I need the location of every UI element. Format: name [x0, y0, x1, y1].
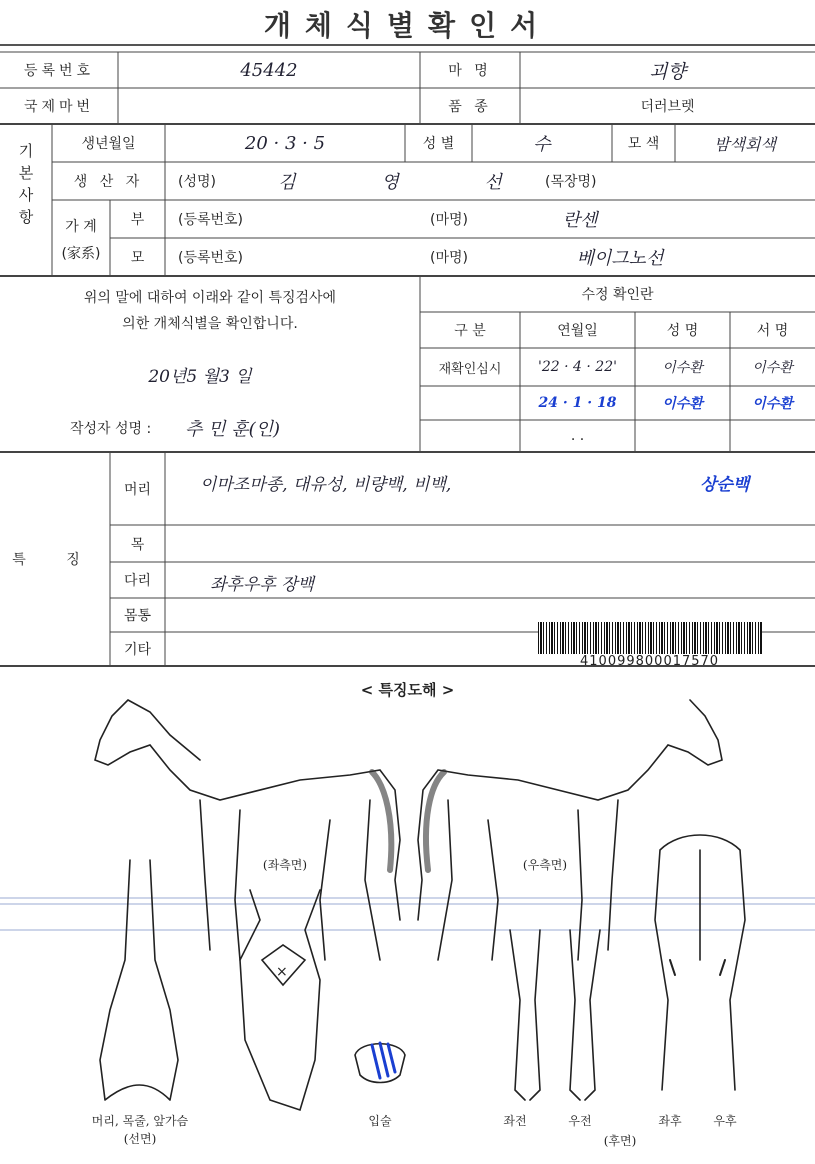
intl-number-label: 국제마번	[23, 99, 95, 115]
lineage-hanja: (家系)	[61, 246, 101, 262]
feature-legs-label: 다리	[123, 573, 152, 589]
revision-header-kind: 구 분	[454, 323, 486, 339]
revision-title: 수정 확인란	[581, 287, 654, 303]
revision-header-sign: 서 명	[756, 323, 789, 339]
basic-label-char: 사	[18, 186, 34, 204]
breed-label: 품 종	[448, 99, 492, 115]
caption-front-parts: 머리, 목줄, 앞가슴	[91, 1114, 189, 1128]
coat-color-value: 밤색회색	[714, 134, 776, 154]
horse-name-value: 괴향	[649, 60, 686, 83]
lineage-label: 가 계	[65, 219, 97, 235]
basic-label-char: 본	[18, 164, 34, 182]
head-front-outline	[240, 890, 320, 1110]
features-label: 특 징	[12, 552, 98, 568]
caption-left-side: (좌측면)	[262, 858, 308, 872]
revision-row1-sign: 이수환	[752, 360, 793, 376]
caption-right-front: 우전	[568, 1114, 592, 1128]
caption-right-side: (우측면)	[522, 858, 568, 872]
front-legs-outline	[510, 930, 600, 1100]
rear-legs-outline	[655, 835, 745, 1090]
basic-label-char: 기	[18, 142, 34, 160]
reg-number-label: 등록번호	[23, 63, 95, 79]
feature-body-label: 몸통	[123, 608, 152, 624]
feature-neck-label: 목	[130, 536, 145, 553]
revision-row3-date: . .	[570, 428, 585, 444]
dam-reg-tag: (등록번호)	[178, 250, 244, 266]
revision-row2-name: 이수환	[662, 396, 703, 412]
revision-header-date: 연월일	[557, 323, 598, 339]
dam-name: 베이그노선	[576, 248, 664, 269]
writer-label: 작성자 성명 :	[70, 421, 152, 437]
coat-color-label: 모 색	[627, 136, 660, 152]
caption-left-hind: 좌후	[658, 1114, 682, 1128]
right-side-horse-outline	[418, 700, 722, 920]
feature-head-label: 머리	[123, 481, 152, 498]
revision-row1-date: '22 · 4 · 22'	[538, 359, 617, 375]
sire-name-tag: (마명)	[430, 212, 468, 228]
horse-name-label: 마 명	[448, 63, 492, 79]
document-title: 개체식별확인서	[263, 9, 552, 42]
revision-row1-name: 이수환	[662, 360, 703, 376]
caption-left-front: 좌전	[503, 1114, 527, 1128]
diagram-title: < 특징도해 >	[360, 680, 455, 699]
caption-right-hind: 우후	[713, 1114, 737, 1128]
sire-label: 부	[130, 212, 145, 228]
revision-row1-kind: 재확인심시	[438, 361, 502, 377]
feature-head-extra: 상순백	[700, 474, 750, 495]
caption-rear-view: (후면)	[603, 1134, 637, 1148]
dam-label: 모	[130, 250, 145, 266]
caption-front-view: (선면)	[123, 1132, 157, 1146]
left-side-horse-outline	[95, 700, 400, 920]
feature-other-label: 기타	[123, 642, 152, 658]
sire-name: 란센	[562, 210, 598, 231]
reg-number-value: 45442	[240, 59, 298, 81]
revision-row2-date: 24 · 1 · 18	[538, 395, 617, 411]
breed-value: 더러브렛	[640, 99, 695, 115]
caption-lips: 입술	[368, 1114, 392, 1128]
svg-text:×: ×	[276, 964, 288, 980]
producer-label: 생 산 자	[73, 174, 144, 190]
cert-text-line1: 위의 말에 대하여 이래와 같이 특징검사에	[83, 290, 337, 306]
birth-date-label: 생년월일	[81, 136, 136, 152]
revision-row2-sign: 이수환	[752, 396, 793, 412]
dam-name-tag: (마명)	[430, 250, 468, 266]
writer-signature: 추 민 훈(인)	[185, 419, 281, 440]
cert-date: 20년5 월3 일	[148, 366, 252, 387]
sex-value: 수	[533, 134, 551, 155]
chest-front-outline	[100, 860, 178, 1100]
sire-reg-tag: (등록번호)	[178, 212, 244, 228]
barcode-number: 410099800017570	[580, 654, 720, 669]
cert-text-line2: 의한 개체식별을 확인합니다.	[122, 316, 298, 332]
producer-name-tag: (성명)	[178, 174, 216, 190]
basic-label-char: 항	[18, 208, 34, 226]
producer-name: 김 영 선	[278, 172, 542, 193]
birth-date-value: 20 · 3 · 5	[244, 132, 326, 154]
feature-legs-value: 좌후우후 장백	[210, 574, 314, 595]
sex-label: 성 별	[422, 136, 455, 152]
revision-header-name: 성 명	[666, 323, 699, 339]
farm-name-tag: (목장명)	[545, 174, 597, 190]
feature-head-value: 이마조마종, 대유성, 비량백, 비백,	[200, 474, 452, 495]
